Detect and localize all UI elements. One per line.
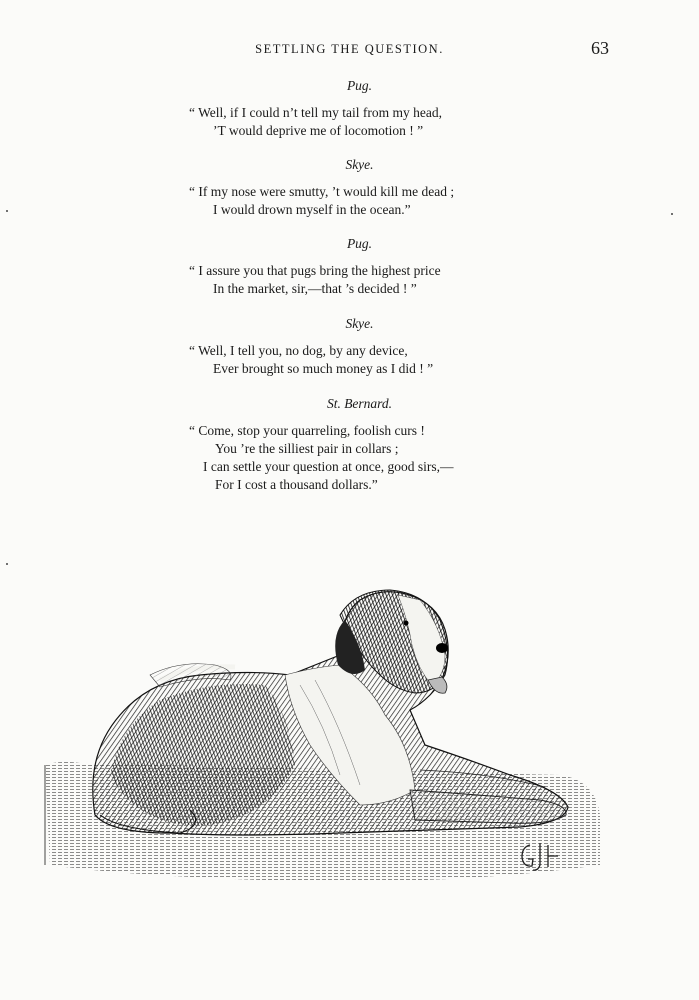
stanza-st-bernard	[0, 396, 699, 494]
speaker-name: Skye.	[345, 157, 374, 172]
verse-line: “ Come, stop your quarreling, foolish curs !	[189, 423, 425, 438]
stanza-skye-2	[0, 316, 699, 378]
verse-line: “ I assure you that pugs bring the highest price	[189, 263, 441, 278]
stanza-pug-2	[0, 236, 699, 298]
dog-eye	[404, 621, 409, 626]
verse-line: Ever brought so much money as I did ! ”	[213, 361, 434, 376]
speaker-name: Pug.	[346, 236, 373, 251]
dog-nose	[436, 643, 448, 653]
margin-speck	[6, 210, 8, 212]
verse-line: You ’re the silliest pair in collars ;	[215, 441, 399, 456]
speaker-name: Pug.	[346, 78, 373, 93]
verse-line: I can settle your question at once, good sirs,—	[203, 459, 454, 474]
verse-line: ’T would deprive me of locomotion ! ”	[213, 123, 424, 138]
margin-speck	[671, 213, 673, 215]
verse-line: “ Well, I tell you, no dog, by any device,	[189, 343, 408, 358]
verse-line: “ If my nose were smutty, ’t would kill me dead ;	[189, 184, 455, 199]
st-bernard-illustration	[40, 575, 610, 900]
margin-speck	[6, 563, 8, 565]
verse-line: For I cost a thousand dollars.”	[215, 477, 378, 492]
stanza-pug-1	[0, 78, 699, 140]
running-title: SETTLING THE QUESTION.	[255, 42, 444, 56]
verse-line: In the market, sir,—that ’s decided ! ”	[213, 281, 417, 296]
verse-line: “ Well, if I could n’t tell my tail from my head,	[189, 105, 442, 120]
speaker-name: St. Bernard.	[326, 396, 393, 411]
page-number: 63	[591, 38, 609, 58]
speaker-name: Skye.	[345, 316, 374, 331]
stanza-skye-1	[0, 157, 699, 219]
verse-line: I would drown myself in the ocean.”	[213, 202, 411, 217]
